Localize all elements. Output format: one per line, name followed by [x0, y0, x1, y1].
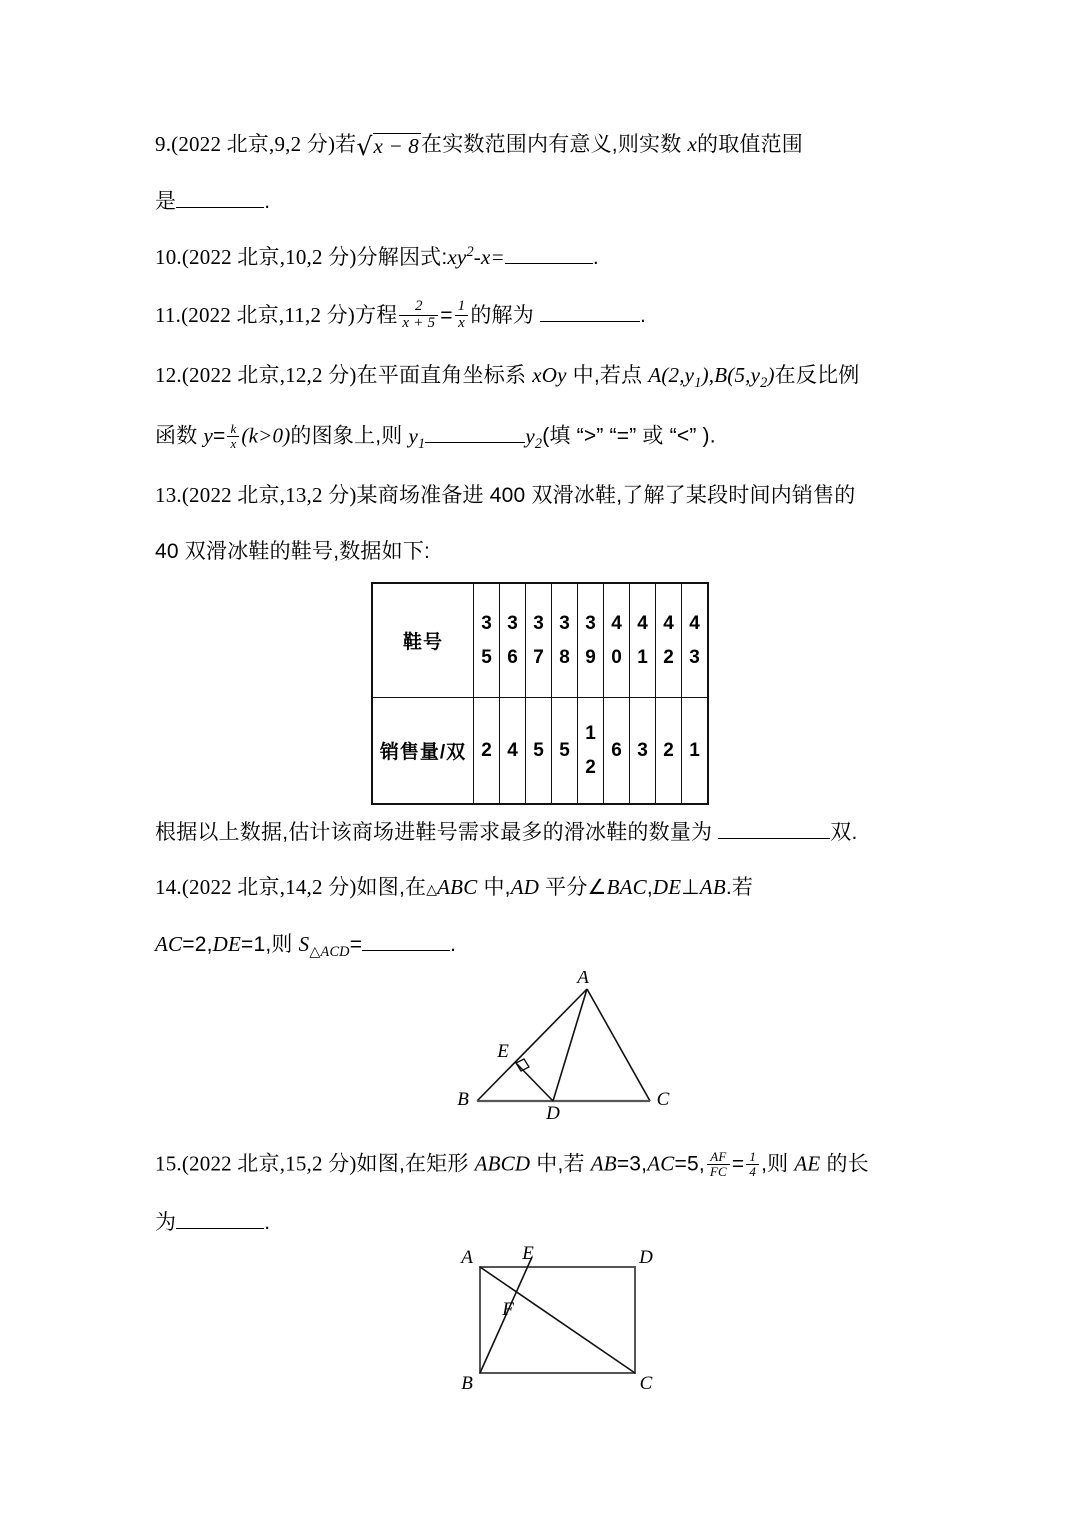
size-digit-2-0: 3: [533, 613, 544, 635]
fraction-x-denominator: x: [227, 436, 239, 451]
given-ac: AC: [155, 932, 183, 957]
sales-cell-5: 6: [604, 698, 630, 805]
function-condition: (k>0): [241, 424, 291, 449]
label-d: D: [546, 1102, 560, 1121]
question-14: [155, 875, 925, 1121]
value-y2: [525, 424, 543, 453]
label-f-rect: F: [502, 1299, 514, 1321]
point-a-subscript: 1: [694, 375, 702, 392]
segment-ab: AB: [699, 875, 726, 900]
row-header-sales: 销售量/双: [372, 698, 474, 805]
question-9-text-post: 在实数范围内有意义,则实数: [421, 133, 688, 156]
question-12-line-1: [155, 363, 925, 392]
question-12-text-end: (填 “>” “=” 或 “<” ).: [542, 425, 716, 449]
size-digit-4-1: 9: [585, 646, 596, 668]
function-equals: =: [212, 425, 226, 449]
table-row-sizes: [372, 583, 708, 698]
question-12-source: (2022 北京,12,2 分): [181, 362, 357, 387]
shoe-data-table-wrapper: [155, 582, 925, 805]
ratio-value-one-fourth: [746, 1150, 759, 1178]
question-11-line-1: [155, 300, 925, 333]
ratio-af-over-fc: [707, 1150, 730, 1178]
sales-cell-7: 2: [656, 698, 682, 805]
question-12-line-2: [155, 423, 925, 452]
answer-blank-q14[interactable]: [362, 933, 450, 951]
point-b-main: B(5,y: [714, 362, 761, 387]
radicand: x − 8: [373, 134, 419, 158]
size-digit-5-0: 4: [611, 613, 622, 635]
fraction-left: [399, 299, 438, 332]
question-12-fn-prefix: 函数: [155, 425, 204, 449]
question-9-answer-prefix: 是: [155, 190, 177, 214]
row-header-shoe-size: 鞋号: [372, 583, 474, 698]
value-y2-subscript: 2: [534, 436, 543, 453]
question-13-text-2: 40 双滑冰鞋的鞋号,数据如下:: [155, 539, 431, 563]
size-cell-8: [682, 583, 709, 698]
question-13-closing-text: 根据以上数据,估计该商场进鞋号需求最多的滑冰鞋的数量为: [155, 821, 713, 845]
size-digit-4-0: 3: [585, 613, 596, 635]
question-15-source: (2022 北京,15,2 分): [181, 1151, 357, 1176]
question-13: [155, 483, 925, 845]
point-a: [648, 362, 715, 392]
question-9-text-pre: 若: [335, 133, 357, 156]
segment-ae: AE: [794, 1151, 821, 1176]
point-b-subscript: 2: [760, 375, 768, 392]
label-c-rect: C: [639, 1373, 653, 1395]
question-10-line-1: [155, 244, 925, 270]
size-cell-1: [500, 583, 526, 698]
side-ac: [587, 989, 650, 1101]
question-10-expression: [447, 245, 504, 269]
radical-sign: √: [356, 132, 373, 161]
question-14-period: .: [450, 933, 457, 957]
rectangle-svg: [450, 1245, 680, 1395]
question-12-text-mid: 的图象上,则: [290, 425, 409, 449]
segment-de: DE: [652, 875, 682, 900]
sales-cell-6: 3: [630, 698, 656, 805]
question-9-line-2: [155, 190, 925, 214]
question-15-period: .: [264, 1211, 271, 1235]
question-11-text-mid: 的解为: [470, 304, 534, 328]
size-digit-7-1: 2: [663, 646, 674, 668]
question-11-period: .: [640, 304, 647, 328]
exponent-2: 2: [466, 244, 474, 261]
answer-blank-q11[interactable]: [540, 304, 640, 322]
question-13-line-1: [155, 483, 925, 508]
question-9-source: (2022 北京,9,2 分): [171, 132, 336, 156]
size-cell-4: [578, 583, 604, 698]
label-e: E: [497, 1040, 509, 1062]
triangle-symbol: △: [426, 881, 438, 898]
size-digit-8-0: 4: [689, 613, 700, 635]
size-digit-3-1: 8: [559, 646, 570, 668]
size-cell-2: [526, 583, 552, 698]
sales-digit-4-0: 1: [585, 723, 596, 745]
value-y1-subscript: 1: [418, 436, 426, 453]
size-digit-6-1: 1: [637, 646, 648, 668]
fraction-left-numerator: 2: [414, 298, 423, 315]
fraction-k-over-x: [227, 422, 239, 450]
perpendicular-symbol: ⊥: [681, 876, 700, 900]
question-13-text-1: 某商场准备进 400 双滑冰鞋,了解了某段时间内销售的: [356, 483, 856, 507]
answer-blank-q13[interactable]: [718, 821, 830, 839]
question-14-text-pre: 如图,在: [356, 876, 427, 900]
size-cell-3: [552, 583, 578, 698]
question-15-text-end: 的长: [820, 1152, 869, 1176]
given-ac-value-q15: =5,: [674, 1152, 705, 1176]
shoe-data-table: [371, 582, 709, 805]
ratio-value-denominator: 4: [746, 1164, 759, 1179]
label-d-rect: D: [639, 1247, 653, 1269]
given-ac-q15: AC: [647, 1151, 675, 1176]
size-digit-0-1: 5: [481, 646, 492, 668]
table-row-sales: [372, 698, 708, 805]
ratio-numerator-af: AF: [710, 1148, 727, 1164]
rectangle-abcd: ABCD: [474, 1151, 531, 1176]
label-a: A: [577, 970, 589, 988]
question-11-source: (2022 北京,11,2 分): [181, 303, 355, 328]
label-c: C: [656, 1088, 670, 1110]
label-e-rect: E: [522, 1245, 534, 1265]
sales-cell-2: 5: [526, 698, 552, 805]
question-14-line-2: [155, 932, 925, 961]
size-cell-5: [604, 583, 630, 698]
expr-xy-squared-minus-x: xy: [447, 245, 467, 270]
fraction-right-denominator: x: [455, 315, 468, 332]
area-equals: =: [349, 933, 363, 957]
question-15-number: 15.: [155, 1151, 182, 1176]
question-13-line-2: [155, 540, 925, 564]
ratio-denominator-fc: FC: [707, 1164, 730, 1179]
area-subscript-acd: △ACD: [309, 944, 350, 961]
function-y: y: [203, 424, 213, 449]
size-digit-6-0: 4: [637, 613, 648, 635]
question-14-number: 14.: [155, 875, 182, 900]
question-13-source: (2022 北京,13,2 分): [181, 482, 357, 507]
question-12-text-a: 在平面直角坐标系: [356, 363, 533, 387]
size-cell-0: [474, 583, 500, 698]
point-b-end: ): [767, 362, 775, 387]
question-15-line-2: [155, 1211, 925, 1235]
question-13-closing-line: [155, 821, 925, 845]
question-15-then: ,则: [761, 1152, 795, 1176]
answer-blank-q10[interactable]: [505, 246, 593, 264]
label-b-rect: B: [461, 1373, 473, 1395]
size-digit-8-1: 3: [689, 646, 700, 668]
ratio-equals: =: [731, 1152, 745, 1176]
question-14-text-end: .若: [725, 876, 754, 900]
size-digit-1-0: 3: [507, 613, 518, 635]
question-12-text-c: 在反比例: [774, 363, 860, 387]
fraction-right: [455, 299, 469, 332]
question-14-comma: ,: [646, 876, 653, 900]
given-ab-value: =3,: [616, 1152, 648, 1176]
size-digit-7-0: 4: [663, 613, 674, 635]
label-a-rect: A: [461, 1247, 473, 1269]
question-15-text-pre: 如图,在矩形: [356, 1152, 475, 1176]
question-9-line-1: [155, 132, 925, 161]
value-y2-main: y: [525, 424, 535, 449]
question-14-text-mid2: 平分∠: [539, 876, 607, 900]
size-digit-1-1: 6: [507, 646, 518, 668]
angle-bac: BAC: [606, 875, 647, 900]
segment-de-line: [516, 1063, 553, 1101]
question-14-line-1: [155, 875, 925, 900]
question-9-number: 9.: [155, 132, 172, 156]
sales-digit-4-1: 2: [585, 756, 596, 778]
answer-blank-q12[interactable]: [425, 425, 525, 443]
size-digit-3-0: 3: [559, 613, 570, 635]
question-12: [155, 363, 925, 453]
given-ac-value: =2,: [182, 933, 213, 957]
given-de-value: =1,则: [241, 933, 299, 957]
fraction-left-denominator: x + 5: [399, 315, 438, 332]
value-y1-main: y: [408, 424, 419, 449]
size-digit-5-1: 0: [611, 646, 622, 668]
area-symbol: S: [298, 932, 310, 957]
square-root-expression: [356, 132, 421, 161]
triangle-svg: [455, 971, 715, 1121]
sales-cell-0: 2: [474, 698, 500, 805]
figure-rectangle-abcd: [450, 1245, 680, 1395]
question-10-source: (2022 北京,10,2 分): [181, 245, 357, 270]
point-b: [714, 362, 775, 392]
ratio-value-numerator: 1: [749, 1148, 757, 1164]
sales-cell-8: 1: [682, 698, 709, 805]
coordinate-system-xoy: xOy: [532, 362, 567, 387]
question-15-answer-prefix: 为: [155, 1211, 177, 1235]
question-13-closing-end: 双.: [830, 821, 858, 845]
equals-sign: =: [440, 304, 453, 328]
fraction-right-numerator: 1: [457, 298, 466, 315]
question-11-number: 11.: [155, 303, 182, 328]
question-9-text-end: 的取值范围: [697, 133, 803, 156]
question-9-period: .: [264, 190, 271, 214]
question-15-text-mid: 中,若: [530, 1152, 591, 1176]
answer-blank-q9[interactable]: [176, 190, 264, 208]
question-11-text-pre: 方程: [355, 304, 398, 328]
fraction-k-numerator: k: [230, 421, 237, 437]
question-14-source: (2022 北京,14,2 分): [181, 875, 357, 900]
sales-cell-3: 5: [552, 698, 578, 805]
question-10-text-pre: 分解因式:: [356, 246, 448, 270]
sales-cell-4: [578, 698, 604, 805]
size-digit-0-0: 3: [481, 613, 492, 635]
size-cell-7: [656, 583, 682, 698]
question-12-text-b: 中,若点: [566, 363, 649, 387]
question-9: [155, 132, 925, 214]
size-digit-2-1: 7: [533, 646, 544, 668]
segment-ad: AD: [510, 875, 540, 900]
question-15: [155, 1148, 925, 1395]
question-10-number: 10.: [155, 245, 182, 270]
question-list: [155, 132, 925, 1395]
given-ab: AB: [590, 1151, 617, 1176]
question-11: [155, 300, 925, 333]
size-cell-6: [630, 583, 656, 698]
question-10: [155, 244, 925, 270]
triangle-abc: ABC: [437, 875, 478, 900]
question-13-number: 13.: [155, 482, 182, 507]
question-15-line-1: [155, 1148, 925, 1179]
sales-cell-1: 4: [500, 698, 526, 805]
point-a-end: ),: [701, 362, 715, 387]
answer-blank-q15[interactable]: [176, 1211, 264, 1229]
expr-tail: -x=: [473, 245, 505, 270]
given-de: DE: [212, 932, 242, 957]
question-12-number: 12.: [155, 362, 182, 387]
question-9-variable: x: [687, 132, 697, 156]
label-b: B: [457, 1088, 469, 1110]
question-14-text-mid: 中,: [477, 876, 511, 900]
value-y1: [408, 424, 426, 453]
point-a-main: A(2,y: [648, 362, 695, 387]
figure-triangle-abc: [455, 971, 715, 1121]
question-10-period: .: [592, 246, 599, 270]
